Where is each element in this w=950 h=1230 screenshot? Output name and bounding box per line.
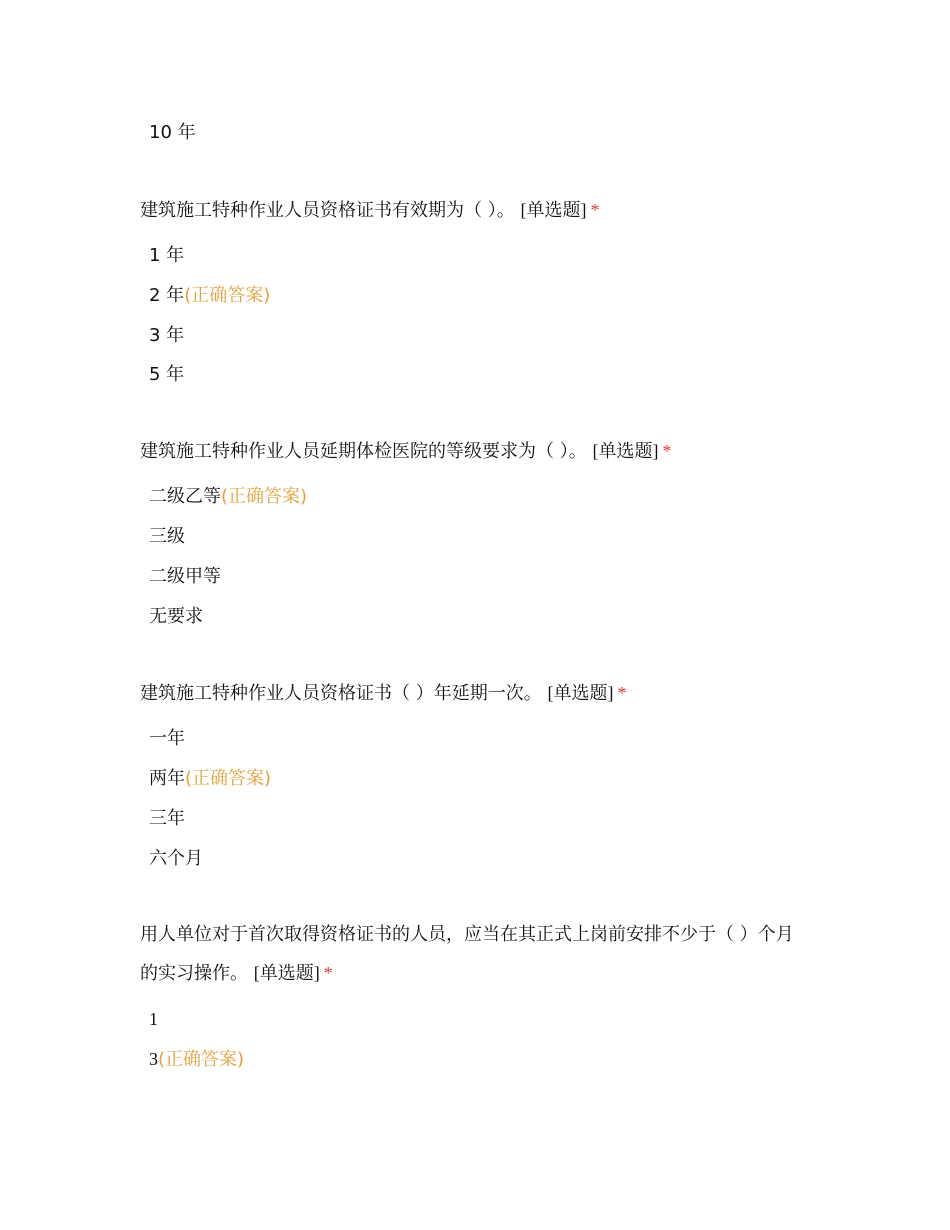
option-q3-c[interactable]: [149, 807, 185, 831]
option-label: 三级: [149, 526, 185, 547]
option-q1-c[interactable]: [149, 324, 184, 348]
option-q1-a[interactable]: [149, 244, 184, 268]
option-label: 3 年: [149, 325, 185, 346]
question-type: [单选题]: [547, 683, 614, 703]
option-q2-d[interactable]: [149, 605, 203, 629]
correct-answer-tag: (正确答案): [158, 1049, 245, 1070]
option-q1-d[interactable]: [149, 363, 184, 387]
question-text: 建筑施工特种作业人员延期体检医院的等级要求为（ ）。: [140, 441, 587, 462]
question-text: 用人单位对于首次取得资格证书的人员，应当在其正式上岗前安排不少于（ ）个月的实习操作。: [140, 924, 794, 984]
option-label: 10 年: [149, 122, 196, 143]
required-marker: *: [662, 441, 672, 461]
option-label: 无要求: [149, 606, 203, 627]
option-label: 3: [149, 1049, 158, 1069]
question-type: [单选题]: [520, 200, 587, 220]
question-text: 建筑施工特种作业人员资格证书有效期为（ ）。: [140, 200, 515, 221]
option-label: 5 年: [149, 364, 185, 385]
option-label: 六个月: [149, 848, 203, 869]
option-label: 1: [149, 1009, 158, 1029]
option-top[interactable]: [149, 121, 196, 145]
correct-answer-tag: (正确答案): [184, 285, 271, 306]
required-marker: *: [323, 963, 333, 983]
question-text: 建筑施工特种作业人员资格证书（ ）年延期一次。: [140, 683, 542, 704]
option-q1-b[interactable]: [149, 284, 270, 308]
option-q3-b[interactable]: [149, 767, 271, 791]
option-label: 两年: [149, 768, 185, 789]
option-q2-a[interactable]: [149, 485, 307, 509]
option-q2-c[interactable]: [149, 565, 221, 589]
option-label: 2 年: [149, 285, 185, 306]
question-type: [单选题]: [592, 441, 659, 461]
option-label: 三年: [149, 808, 185, 829]
question-2: [140, 432, 820, 471]
option-q3-d[interactable]: [149, 847, 203, 871]
question-1: [140, 191, 820, 230]
option-label: 二级甲等: [149, 566, 221, 587]
question-type: [单选题]: [253, 963, 320, 983]
option-label: 一年: [149, 728, 185, 749]
required-marker: *: [617, 683, 627, 703]
option-label: 1 年: [149, 245, 185, 266]
correct-answer-tag: (正确答案): [221, 486, 308, 507]
question-3: [140, 674, 820, 713]
question-4: [140, 916, 810, 993]
option-q4-b[interactable]: [149, 1047, 244, 1072]
option-q4-a[interactable]: [149, 1007, 158, 1032]
option-label: 二级乙等: [149, 486, 221, 507]
correct-answer-tag: (正确答案): [185, 768, 272, 789]
option-q2-b[interactable]: [149, 525, 185, 549]
required-marker: *: [590, 200, 600, 220]
option-q3-a[interactable]: [149, 727, 185, 751]
